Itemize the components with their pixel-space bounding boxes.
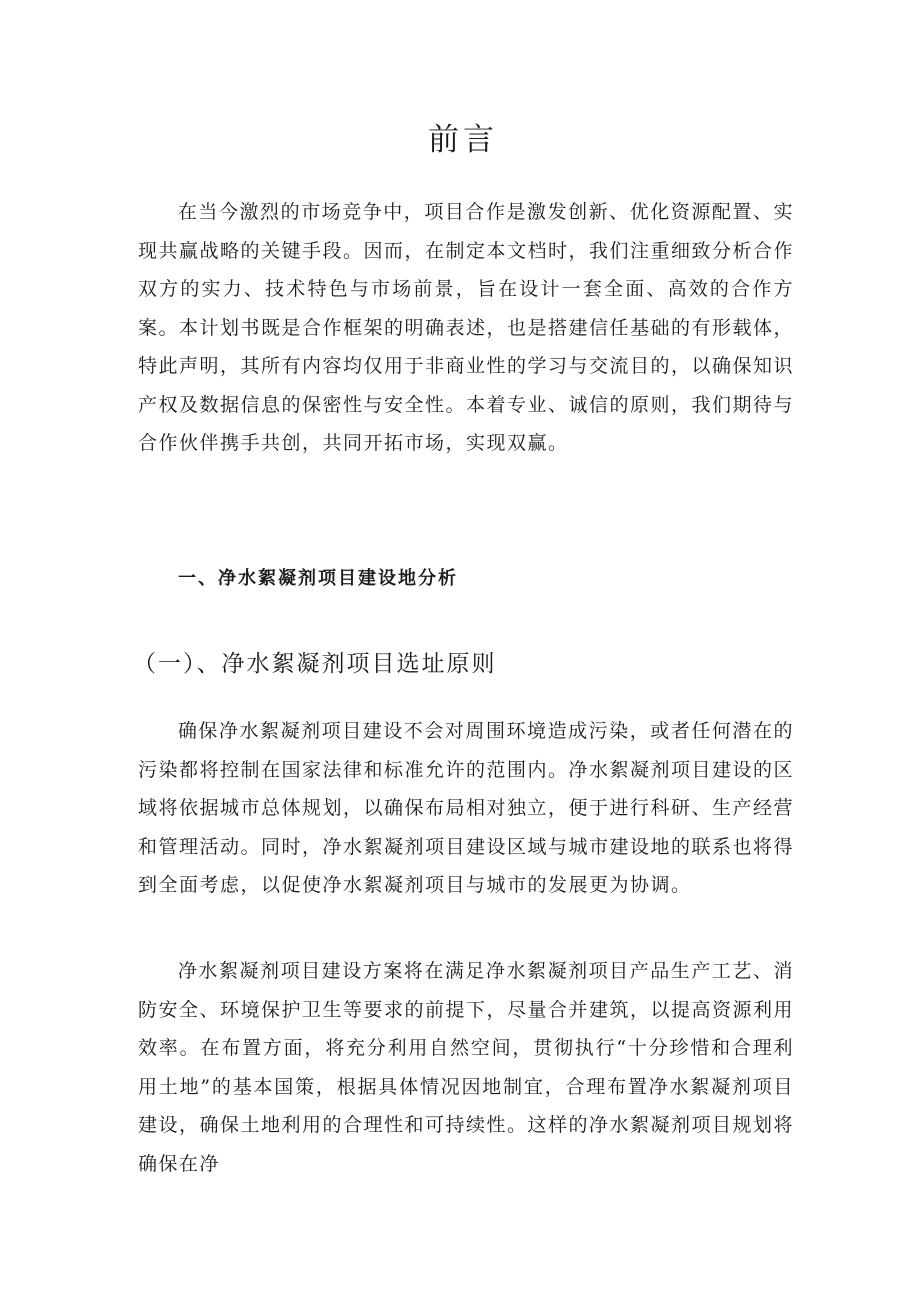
section-heading: 一、净水絮凝剂项目建设地分析 (178, 568, 458, 589)
body-paragraph: 净水絮凝剂项目建设方案将在满足净水絮凝剂项目产品生产工艺、消防安全、环境保护卫生等要求的前提下，尽量合并建筑，以提高资源利用效率。在布置方面，将充分利用自然空间，贯彻执行“十分珍惜和合理利用土地”的基本国策，根据具体情况因地制宜，合理布置净水絮凝剂项目建设，确保土地利用的合理性和可持续性。这样的净水絮凝剂项目规划将确保在净 (138, 960, 795, 1175)
body-paragraph: 确保净水絮凝剂项目建设不会对周围环境造成污染，或者任何潜在的污染都将控制在国家法律和标准允许的范围内。净水絮凝剂项目建设的区域将依据城市总体规划，以确保布局相对独立，便于进行科研、生产经营和管理活动。同时，净水絮凝剂项目建设区域与城市建设地的联系也将得到全面考虑，以促使净水絮凝剂项目与城市的发展更为协调。 (138, 720, 795, 896)
intro-paragraph: 在当今激烈的市场竞争中，项目合作是激发创新、优化资源配置、实现共赢战略的关键手段。因而，在制定本文档时，我们注重细致分析合作双方的实力、技术特色与市场前景，旨在设计一套全面、高效的合作方案。本计划书既是合作框架的明确表述，也是搭建信任基础的有形载体，特此声明，其所有内容均仅用于非商业性的学习与交流目的，以确保知识产权及数据信息的保密性与安全性。本着专业、诚信的原则，我们期待与合作伙伴携手共创，共同开拓市场，实现双赢。 (138, 201, 795, 454)
subsection-heading: （一）、净水絮凝剂项目选址原则 (133, 651, 497, 677)
page-title: 前言 (428, 122, 498, 158)
